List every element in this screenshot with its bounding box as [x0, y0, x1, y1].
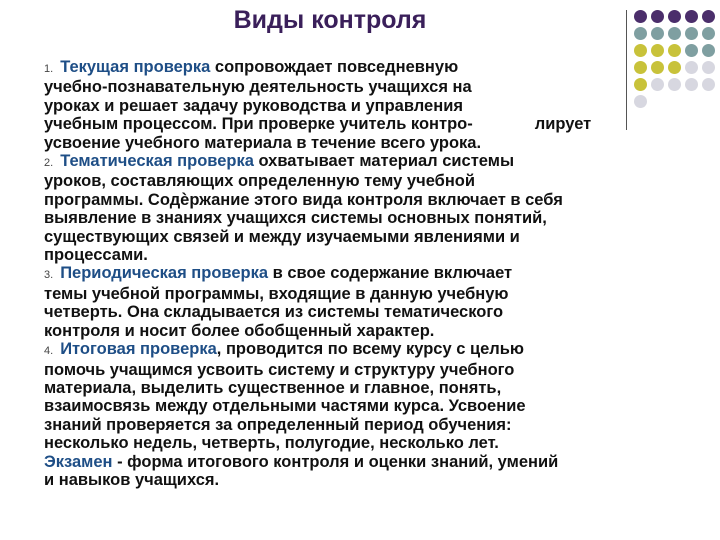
decorative-dot [685, 10, 698, 23]
decorative-dot [702, 78, 715, 91]
body-text: сопровождает повседневную [210, 58, 459, 76]
body-line: усвоение учебного материала в течение всего урока. [44, 133, 482, 152]
body-line: четверть. Она складывается из системы тематического [44, 303, 504, 322]
decorative-dot [651, 10, 664, 23]
list-number: 1. [44, 63, 54, 75]
body-line: программы. Содѐржание этого вида контроля включает в себя [44, 190, 563, 209]
body-line [44, 264, 684, 284]
body-line [44, 115, 684, 133]
body-line: взаимосвязь между отдельными частями курса. Усвоение [44, 397, 526, 416]
list-number: 4. [44, 345, 54, 358]
decorative-dot [685, 27, 698, 40]
body-line: выявление в знаниях учащихся системы основных понятий, [44, 209, 547, 228]
body-line: несколько недель, четверть, полугодие, несколько лет. [44, 434, 499, 453]
body-line: уроков, составляющих определенную тему учебной [44, 172, 476, 191]
term-thematic-check: Тематическая проверка [60, 152, 254, 171]
term-exam: Экзамен [44, 452, 113, 471]
decorative-dot [668, 10, 681, 23]
term-final-check: Итоговая проверка [60, 340, 217, 359]
body-line: и навыков учащихся. [44, 470, 220, 489]
body-line: контроля и носит более обобщенный характер. [44, 321, 435, 340]
term-current-check: Текущая проверка [60, 58, 211, 76]
decorative-dot [702, 27, 715, 40]
decorative-dot [685, 44, 698, 57]
body-line [44, 152, 684, 172]
body-text: учебным процессом. При проверке учитель контро- [44, 115, 473, 134]
body-line [44, 340, 684, 360]
decorative-dot [651, 27, 664, 40]
decorative-dot [685, 78, 698, 91]
body-line: учебно-познавательную деятельность учащихся на [44, 78, 472, 97]
body-text: охватывает материал системы [253, 152, 515, 171]
body-line: уроках и решает задачу руководства и управления [44, 96, 463, 115]
decorative-dot [651, 44, 664, 57]
decorative-dot [702, 44, 715, 57]
decorative-dot [634, 44, 647, 57]
decorative-dot [634, 10, 647, 23]
body-line: процессами. [44, 246, 148, 265]
decorative-dot [702, 10, 715, 23]
body-line: материала, выделить существенное и главное, понять, [44, 378, 502, 397]
decorative-dot [685, 61, 698, 74]
term-periodic-check: Периодическая проверка [60, 264, 269, 283]
body-line: темы учебной программы, входящие в данную учебную [44, 284, 509, 303]
body-line [44, 453, 684, 471]
body-line: помочь учащимся усвоить систему и структуру учебного [44, 360, 515, 379]
slide-body [44, 58, 684, 489]
body-line: знаний проверяется за определенный период обучения: [44, 415, 512, 434]
list-number: 3. [44, 269, 54, 282]
decorative-dot [634, 27, 647, 40]
decorative-dot [668, 44, 681, 57]
body-text: в свое содержание включает [268, 264, 513, 283]
decorative-dot [668, 27, 681, 40]
body-text: лирует [534, 115, 592, 134]
body-text: , проводится по всему курсу с целью [216, 340, 525, 359]
decorative-dot [702, 61, 715, 74]
body-line [44, 58, 684, 78]
body-line: существующих связей и между изучаемыми явлениями и [44, 227, 520, 246]
slide-title: Виды контроля [233, 6, 427, 34]
list-number: 2. [44, 157, 54, 170]
body-text: - форма итогового контроля и оценки знаний, умений [112, 452, 559, 471]
